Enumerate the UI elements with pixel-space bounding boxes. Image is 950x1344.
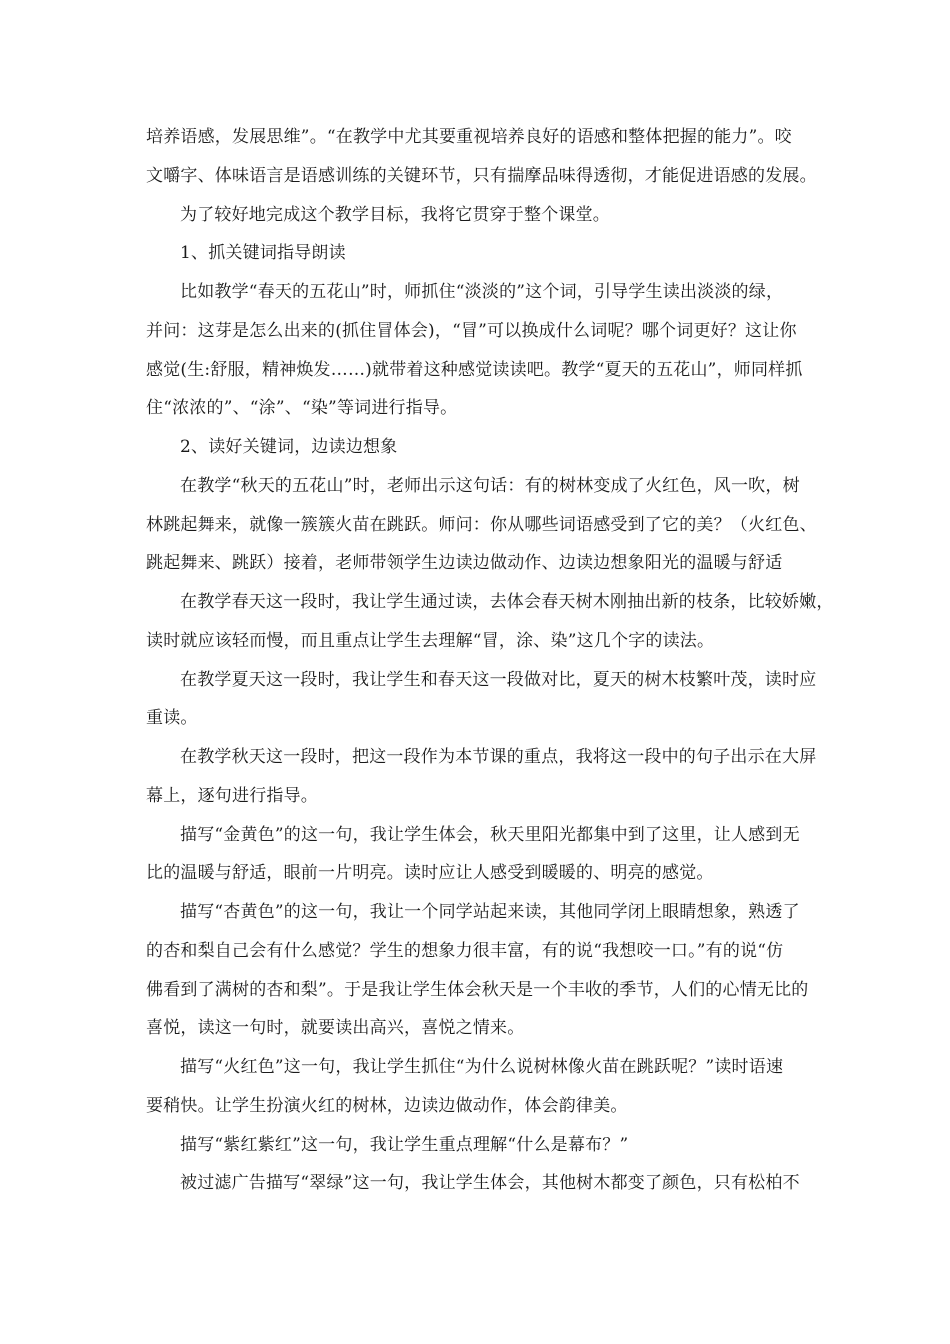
text-line: 跳起舞来、跳跃）接着，老师带领学生边读边做动作、边读边想象阳光的温暖与舒适: [146, 553, 783, 573]
text-line: 林跳起舞来，就像一簇簇火苗在跳跃。师问：你从哪些词语感受到了它的美？（火红色、: [146, 515, 817, 535]
text-line: 幕上，逐句进行指导。: [146, 786, 318, 806]
text-line: 描写“紫红紫红”这一句，我让学生重点理解“什么是幕布？”: [180, 1135, 629, 1155]
text-line: 在教学夏天这一段时，我让学生和春天这一段做对比，夏天的树木枝繁叶茂，读时应: [180, 670, 817, 690]
text-line: 在教学秋天这一段时，把这一段作为本节课的重点，我将这一段中的句子出示在大屏: [180, 747, 817, 767]
text-line: 文嚼字、体味语言是语感训练的关键环节，只有揣摩品味得透彻，才能促进语感的发展。: [146, 166, 817, 186]
text-line: 感觉(生:舒服，精神焕发……)就带着这种感觉读读吧。教学“夏天的五花山”，师同样抓: [146, 360, 803, 380]
section-heading: 1、抓关键词指导朗读: [180, 243, 346, 263]
text-line: 描写“杏黄色”的这一句，我让一个同学站起来读，其他同学闭上眼睛想象，熟透了: [180, 902, 800, 922]
text-line: 描写“金黄色”的这一句，我让学生体会，秋天里阳光都集中到了这里，让人感到无: [180, 825, 800, 845]
section-heading: 2、读好关键词，边读边想象: [180, 437, 398, 457]
text-line: 被过滤广告描写“翠绿”这一句，我让学生体会，其他树木都变了颜色，只有松柏不: [180, 1173, 800, 1193]
text-line: 培养语感，发展思维”。“在教学中尤其要重视培养良好的语感和整体把握的能力”。咬: [146, 127, 792, 147]
text-line: 要稍快。让学生扮演火红的树林，边读边做动作，体会韵律美。: [146, 1096, 628, 1116]
text-line: 描写“火红色”这一句，我让学生抓住“为什么说树林像火苗在跳跃呢？”读时语速: [180, 1057, 784, 1077]
text-line: 在教学春天这一段时，我让学生通过读，去体会春天树木刚抽出新的枝条，比较娇嫩，: [180, 592, 834, 612]
text-line: 比如教学“春天的五花山”时，师抓住“淡淡的”这个词，引导学生读出淡淡的绿，: [180, 282, 784, 302]
text-line: 比的温暖与舒适，眼前一片明亮。读时应让人感受到暖暖的、明亮的感觉。: [146, 863, 714, 883]
text-line: 佛看到了满树的杏和梨”。于是我让学生体会秋天是一个丰收的季节，人们的心情无比的: [146, 980, 809, 1000]
text-line: 在教学“秋天的五花山”时，老师出示这句话：有的树林变成了火红色，风一吹，树: [180, 476, 800, 496]
text-line: 的杏和梨自己会有什么感觉？学生的想象力很丰富，有的说“我想咬一口。”有的说“仿: [146, 941, 784, 961]
text-line: 为了较好地完成这个教学目标，我将它贯穿于整个课堂。: [180, 205, 610, 225]
text-line: 读时就应该轻而慢，而且重点让学生去理解“冒，涂、染”这几个字的读法。: [146, 631, 715, 651]
text-line: 喜悦，读这一句时，就要读出高兴，喜悦之情来。: [146, 1018, 525, 1038]
text-line: 并问：这芽是怎么出来的(抓住冒体会)，“冒”可以换成什么词呢？哪个词更好？这让你: [146, 321, 797, 341]
text-line: 住“浓浓的”、“涂”、“染”等词进行指导。: [146, 398, 458, 418]
text-line: 重读。: [146, 708, 198, 728]
